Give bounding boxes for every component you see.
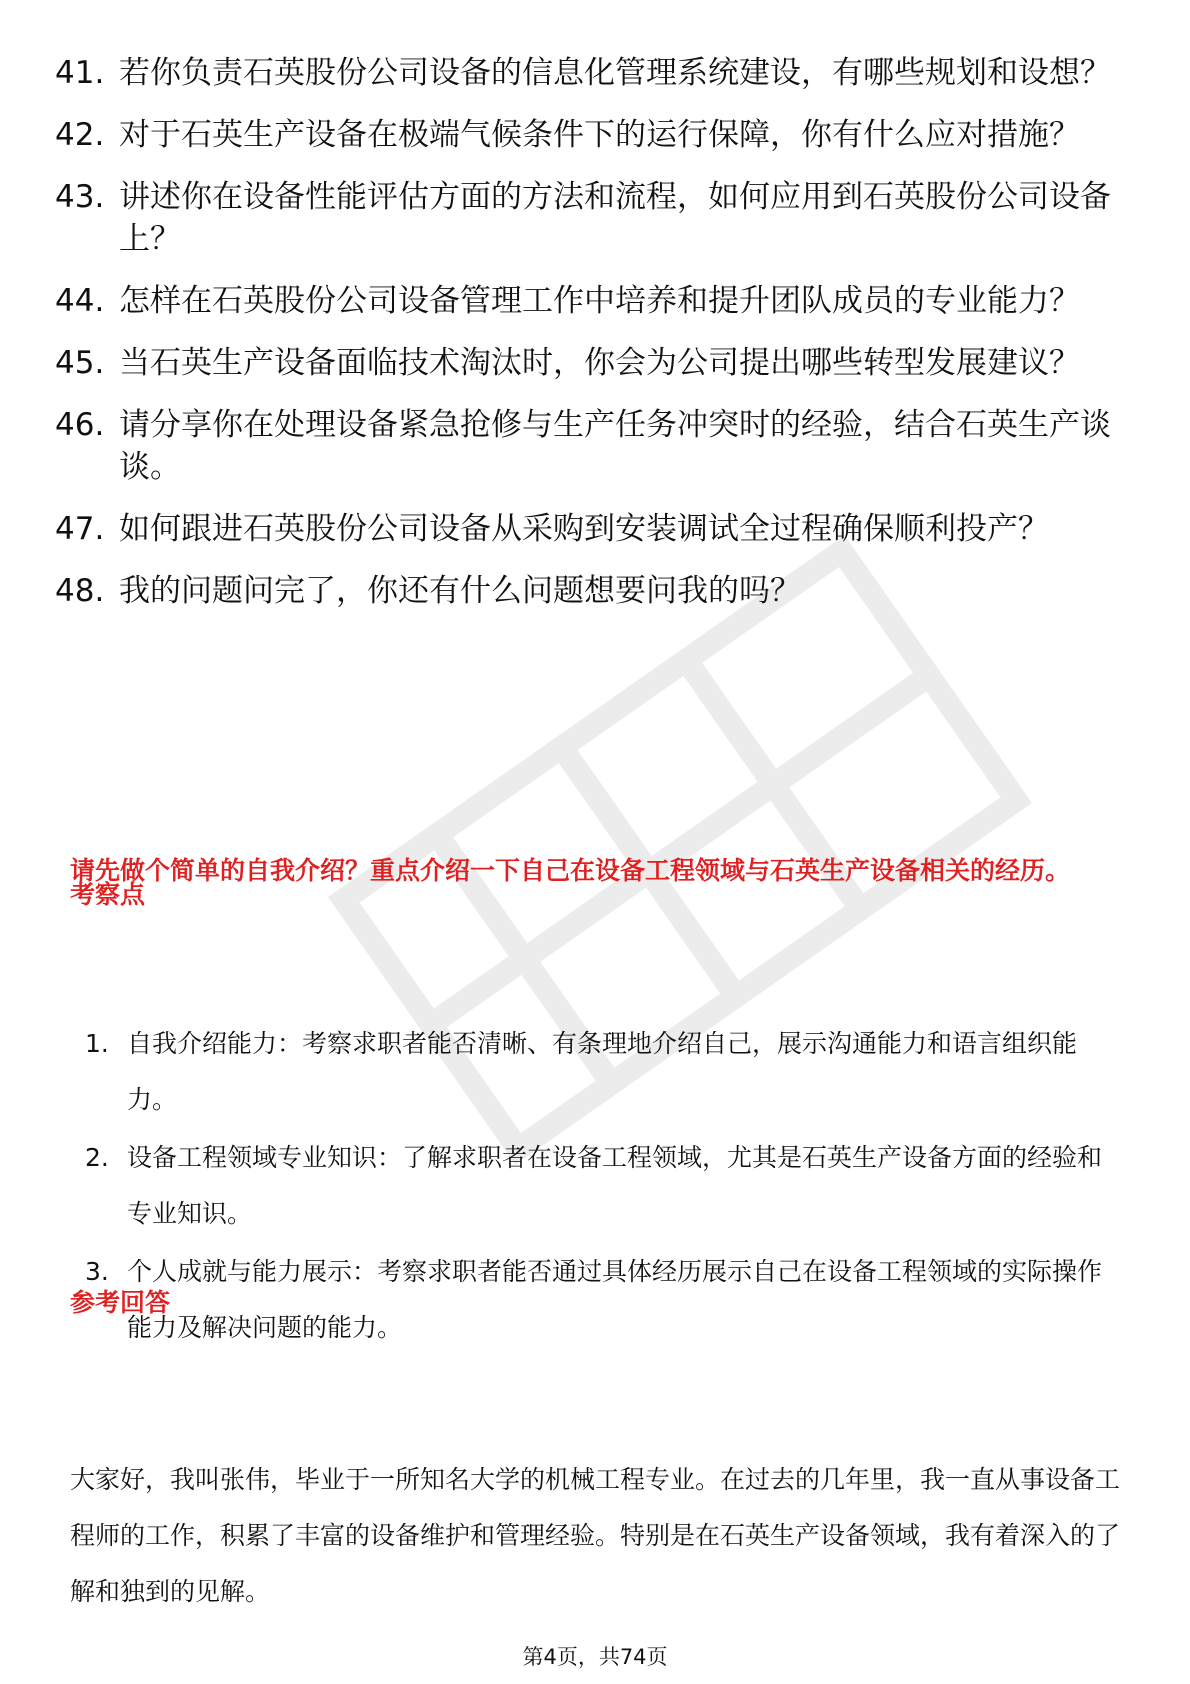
question-number: 48. — [55, 573, 105, 609]
point-text: 自我介绍能力：考察求职者能否清晰、有条理地介绍自己，展示沟通能力和语言组织能力。 — [127, 1029, 1078, 1114]
question-number: 42. — [55, 117, 105, 153]
assessment-point — [85, 1016, 1125, 1128]
question-item — [55, 342, 1125, 384]
question-number: 47. — [55, 511, 105, 547]
assessment-point — [85, 1244, 1125, 1356]
point-text: 个人成就与能力展示：考察求职者能否通过具体经历展示自己在设备工程领域的实际操作能力及解决问题的能力。 — [127, 1257, 1103, 1342]
point-text: 设备工程领域专业知识：了解求职者在设备工程领域，尤其是石英生产设备方面的经验和专业知识。 — [127, 1143, 1103, 1228]
reference-label: 参考回答 — [70, 1288, 171, 1317]
question-item — [55, 404, 1125, 488]
question-text: 如何跟进石英股份公司设备从采购到安装调试全过程确保顺利投产？ — [119, 511, 1049, 547]
point-number: 3. — [85, 1257, 109, 1286]
assessment-label: 考察点 — [70, 880, 146, 909]
assessment-points — [85, 1016, 1125, 1358]
question-number: 45. — [55, 345, 105, 381]
question-item — [55, 570, 1125, 612]
question-number: 46. — [55, 407, 105, 443]
question-text: 怎样在石英股份公司设备管理工作中培养和提升团队成员的专业能力？ — [119, 283, 1080, 319]
point-number: 2. — [85, 1143, 109, 1172]
question-text: 讲述你在设备性能评估方面的方法和流程，如何应用到石英股份公司设备上？ — [119, 179, 1111, 257]
question-text: 对于石英生产设备在极端气候条件下的运行保障，你有什么应对措施？ — [119, 117, 1080, 153]
question-item — [55, 280, 1125, 322]
feature-question-heading: 请先做个简单的自我介绍？重点介绍一下自己在设备工程领域与石英生产设备相关的经历。 — [70, 856, 1071, 885]
question-item — [55, 114, 1125, 156]
question-number: 43. — [55, 179, 105, 215]
question-number: 41. — [55, 55, 105, 91]
assessment-point — [85, 1130, 1125, 1242]
question-text: 请分享你在处理设备紧急抢修与生产任务冲突时的经验，结合石英生产谈谈。 — [119, 407, 1111, 485]
question-text: 当石英生产设备面临技术淘汰时，你会为公司提出哪些转型发展建议？ — [119, 345, 1080, 381]
page-footer: 第4页，共74页 — [522, 1645, 668, 1669]
question-text: 若你负责石英股份公司设备的信息化管理系统建设，有哪些规划和设想？ — [119, 55, 1111, 91]
question-number: 44. — [55, 283, 105, 319]
question-text: 我的问题问完了，你还有什么问题想要问我的吗？ — [119, 573, 801, 609]
question-item — [55, 176, 1125, 260]
question-item — [55, 52, 1125, 94]
question-item — [55, 508, 1125, 550]
point-number: 1. — [85, 1029, 109, 1058]
reference-answer: 大家好，我叫张伟，毕业于一所知名大学的机械工程专业。在过去的几年里，我一直从事设备工程师的工作，积累了丰富的设备维护和管理经验。特别是在石英生产设备领域，我有着深入的了解和独到的见解。 — [70, 1465, 1121, 1606]
question-list — [55, 52, 1125, 632]
